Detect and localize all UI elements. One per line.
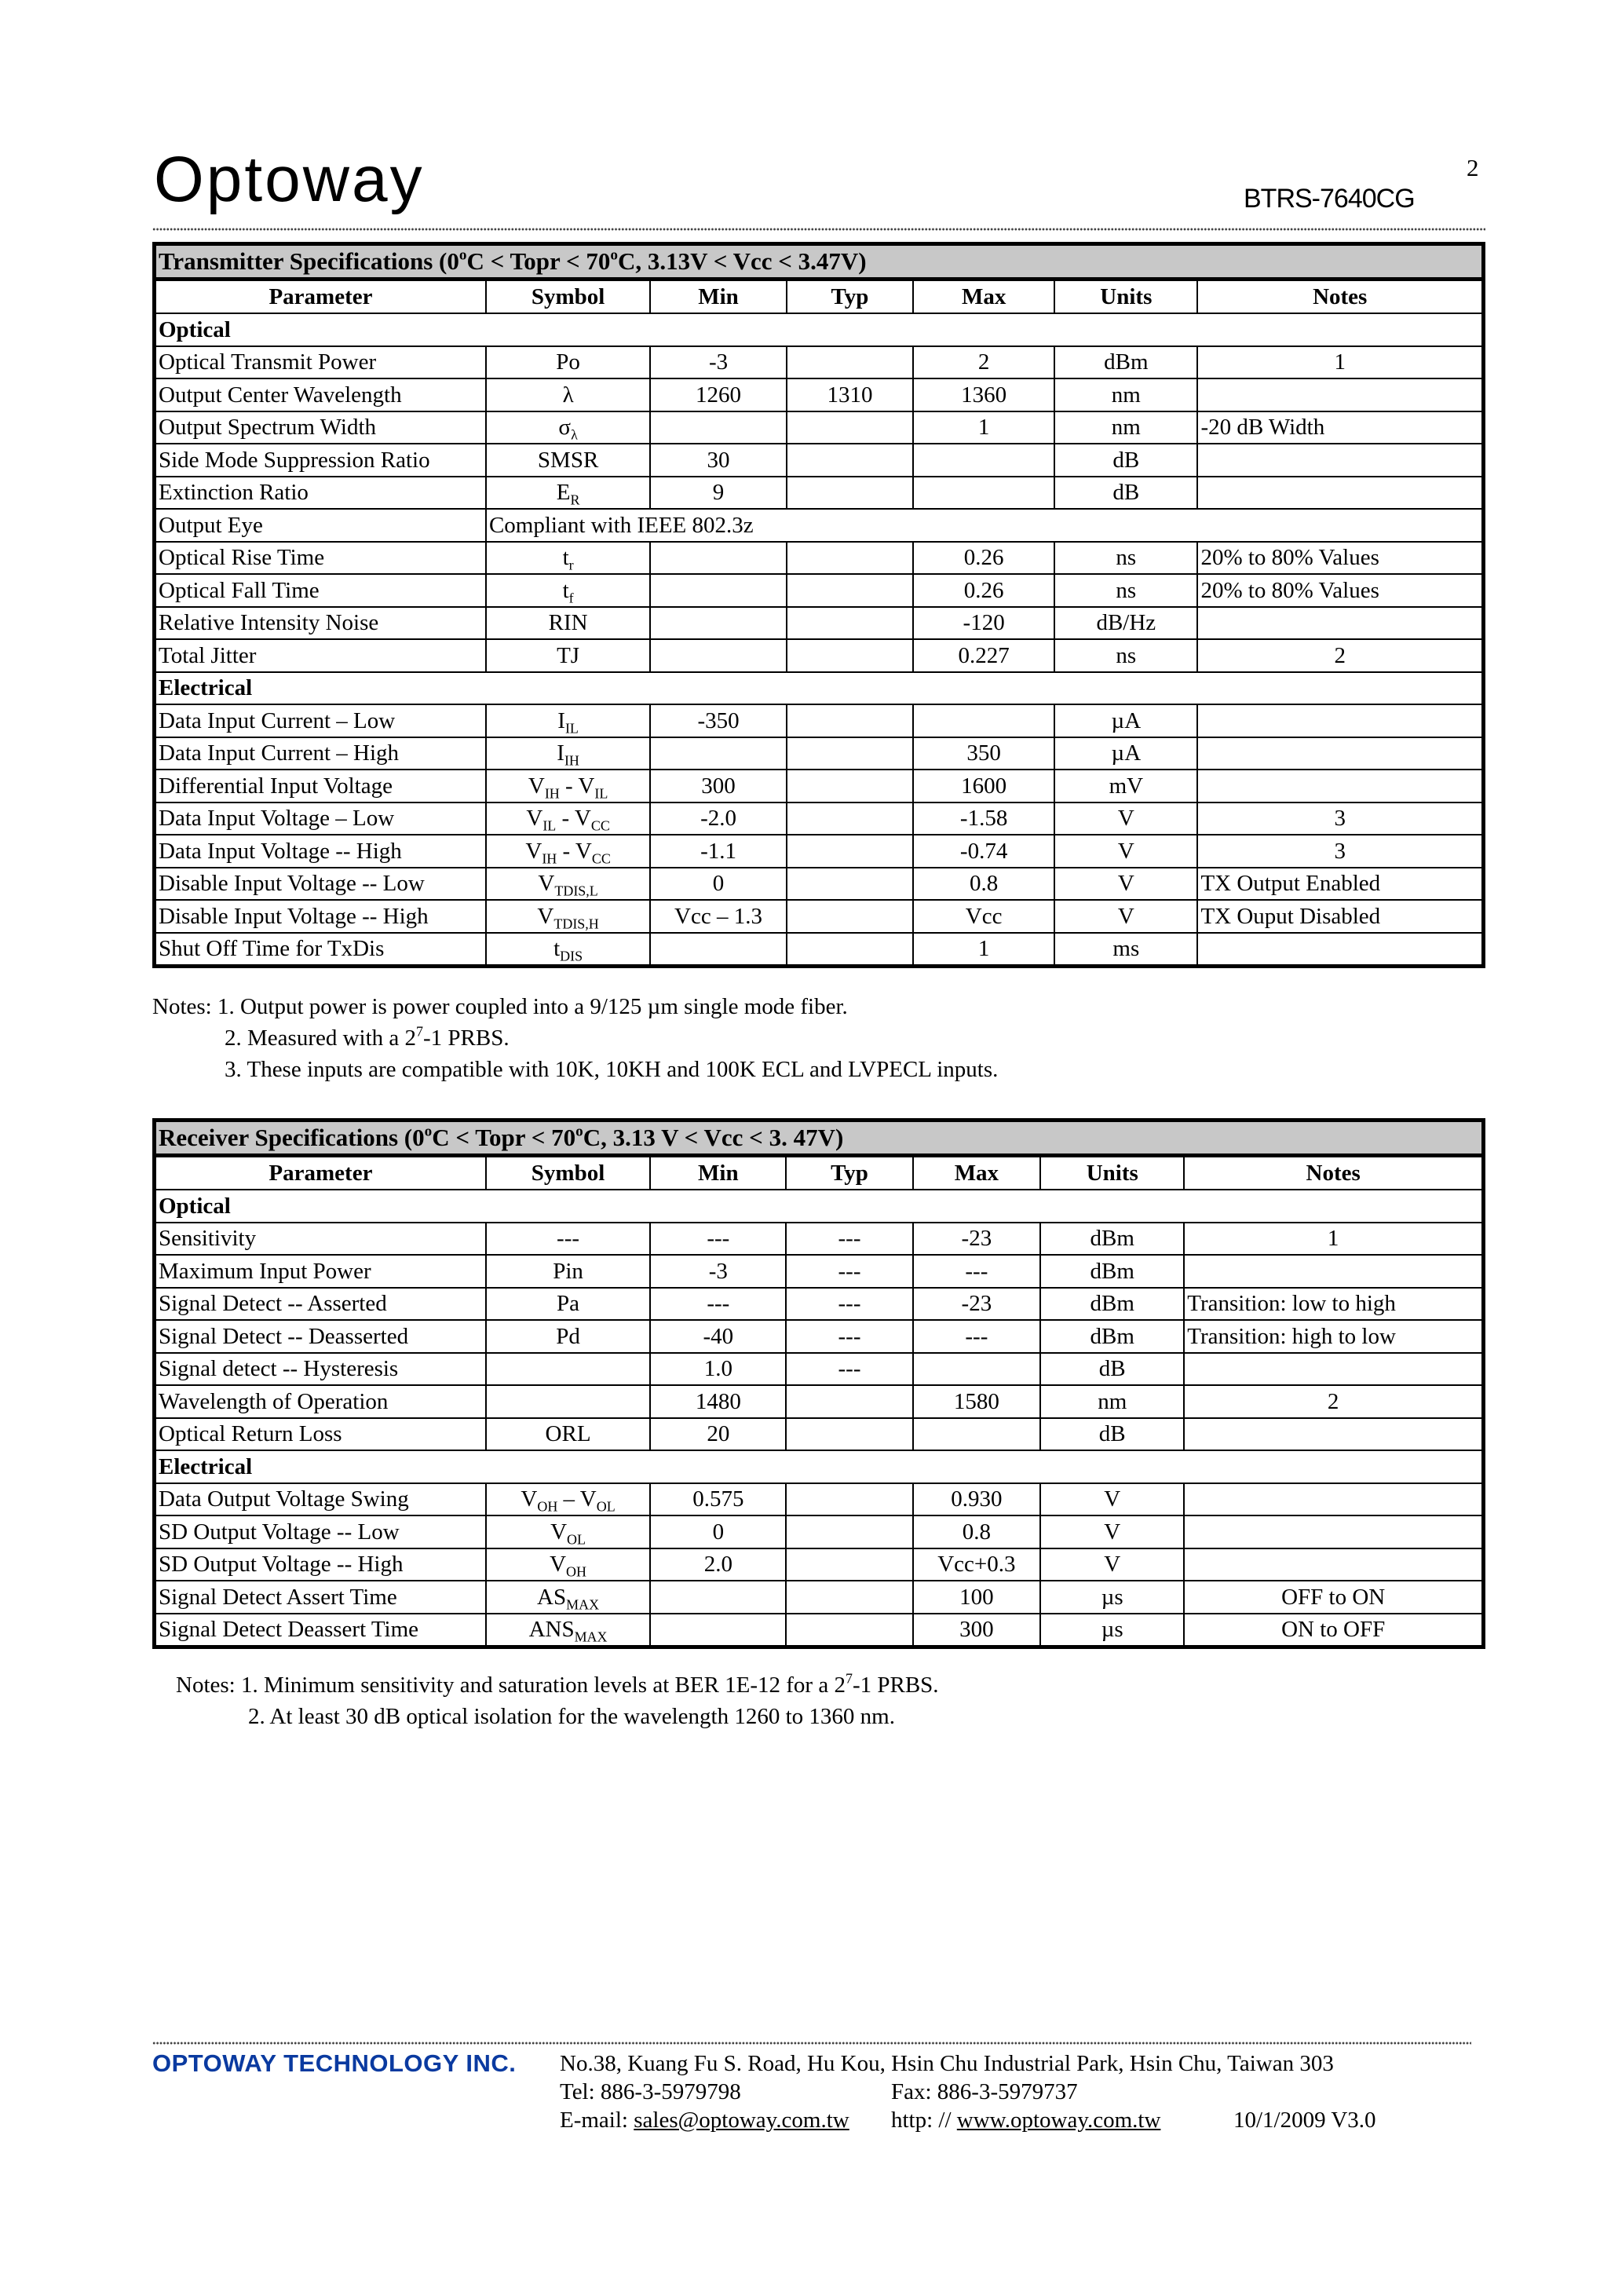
cell-symbol: $ANS_{MAX}$ [486, 1614, 650, 1647]
cell-max: Vcc [913, 900, 1054, 933]
cell-max [913, 477, 1054, 510]
cell-min [650, 933, 787, 967]
cell-units: µA [1054, 704, 1197, 737]
cell-typ [787, 444, 913, 477]
section-row-optical [155, 313, 1484, 346]
cell-units: nm [1054, 411, 1197, 444]
cell-units: V [1054, 900, 1197, 933]
cell-notes [1197, 444, 1483, 477]
cell-symbol [486, 1385, 650, 1418]
table-row [155, 1483, 1484, 1516]
receiver-optical-rows [155, 1223, 1484, 1451]
footer-address: No.38, Kuang Fu S. Road, Hu Kou, Hsin Chu Industrial Park, Hsin Chu, Taiwan 303 [560, 2051, 1334, 2076]
cell-symbol: $t_{DIS}$ [486, 933, 650, 967]
cell-symbol: $V_{OH} - V_{OL}$ [486, 1483, 650, 1516]
table-row [155, 411, 1484, 444]
cell-typ [786, 1548, 912, 1581]
table-row [155, 803, 1484, 835]
cell-symbol: $I_{IH}$ [486, 737, 650, 770]
cell-parameter: Data Input Current – High [155, 737, 486, 770]
cell-units: µA [1054, 737, 1197, 770]
cell-notes: 1 [1197, 346, 1483, 379]
cell-units: V [1040, 1548, 1184, 1581]
table-row [155, 1385, 1484, 1418]
column-header-max: Max [913, 280, 1054, 314]
column-header-min: Min [650, 1156, 786, 1190]
cell-typ [787, 737, 913, 770]
cell-symbol: λ [486, 378, 650, 411]
cell-max: 0.26 [913, 574, 1054, 607]
cell-symbol: $V_{OL}$ [486, 1515, 650, 1548]
cell-parameter: Optical Return Loss [155, 1418, 486, 1451]
section-label-optical: Optical [155, 313, 1484, 346]
cell-min [650, 542, 787, 575]
cell-max: 1360 [913, 378, 1054, 411]
cell-parameter: Output Eye [155, 509, 486, 542]
cell-units: dBm [1040, 1288, 1184, 1321]
cell-max: Vcc+0.3 [913, 1548, 1041, 1581]
table-row [155, 737, 1484, 770]
table-row [155, 477, 1484, 510]
cell-typ [787, 803, 913, 835]
cell-units: dB [1040, 1418, 1184, 1451]
cell-min: Vcc – 1.3 [650, 900, 787, 933]
table-row [155, 509, 1484, 542]
cell-max: 1580 [913, 1385, 1041, 1418]
cell-parameter: Optical Rise Time [155, 542, 486, 575]
cell-max: 300 [913, 1614, 1041, 1647]
cell-symbol: --- [486, 1223, 650, 1256]
cell-units: V [1040, 1515, 1184, 1548]
table-row [155, 835, 1484, 868]
cell-min: 1.0 [650, 1353, 786, 1386]
part-number: BTRS-7640CG [1244, 184, 1415, 214]
transmitter-spec-table [152, 242, 1485, 968]
cell-symbol: $V_{TDIS,L}$ [486, 868, 650, 901]
cell-units: dBm [1040, 1320, 1184, 1353]
cell-notes: 20% to 80% Values [1197, 542, 1483, 575]
cell-min: 0 [650, 868, 787, 901]
cell-max: -1.58 [913, 803, 1054, 835]
cell-parameter: Disable Input Voltage -- Low [155, 868, 486, 901]
cell-typ: --- [786, 1353, 912, 1386]
cell-min: -1.1 [650, 835, 787, 868]
footer-website-link[interactable]: www.optoway.com.tw [956, 2108, 1161, 2133]
cell-units: dBm [1040, 1255, 1184, 1288]
optoway-logo: Optoway [154, 144, 425, 215]
cell-max [913, 444, 1054, 477]
column-header-parameter: Parameter [155, 1156, 486, 1190]
cell-min: --- [650, 1223, 786, 1256]
footer-tel: Tel: 886-3-5979798 [560, 2079, 741, 2104]
cell-notes [1197, 737, 1483, 770]
cell-symbol: Po [486, 346, 650, 379]
cell-notes: TX Ouput Disabled [1197, 900, 1483, 933]
cell-notes: -20 dB Width [1197, 411, 1483, 444]
cell-typ [787, 900, 913, 933]
column-header-min: Min [650, 280, 787, 314]
cell-symbol: $V_{IH} - V_{IL}$ [486, 770, 650, 803]
cell-parameter: Wavelength of Operation [155, 1385, 486, 1418]
cell-min [650, 639, 787, 672]
cell-notes: 3 [1197, 835, 1483, 868]
cell-units: µs [1040, 1614, 1184, 1647]
cell-typ [787, 346, 913, 379]
receiver-title: Receiver Specifications ($0^oC$ < Topr < $70^oC$, 3.13 V < Vcc < 3. 47V) [155, 1121, 1484, 1156]
cell-symbol: $V_{IH} - V_{CC}$ [486, 835, 650, 868]
cell-typ [787, 835, 913, 868]
table-row [155, 346, 1484, 379]
cell-typ: 1310 [787, 378, 913, 411]
cell-symbol: ORL [486, 1418, 650, 1451]
footer-company-name: OPTOWAY TECHNOLOGY INC. [152, 2049, 517, 2077]
footer-fax: Fax: 886-3-5979737 [891, 2079, 1078, 2104]
cell-typ [787, 933, 913, 967]
cell-parameter: SD Output Voltage -- Low [155, 1515, 486, 1548]
cell-units: dB [1054, 444, 1197, 477]
cell-max: 0.8 [913, 868, 1054, 901]
cell-symbol: $E_R$ [486, 477, 650, 510]
column-header-units: Units [1040, 1156, 1184, 1190]
cell-typ [787, 574, 913, 607]
cell-min: 1480 [650, 1385, 786, 1418]
cell-typ: --- [786, 1255, 912, 1288]
cell-units: V [1054, 803, 1197, 835]
cell-parameter: Signal Detect Assert Time [155, 1581, 486, 1614]
cell-min [650, 1581, 786, 1614]
cell-typ [786, 1581, 912, 1614]
cell-notes [1197, 933, 1483, 967]
table-row [155, 574, 1484, 607]
column-header-max: Max [913, 1156, 1041, 1190]
cell-units: dB [1040, 1353, 1184, 1386]
cell-min: --- [650, 1288, 786, 1321]
cell-parameter: Data Input Voltage – Low [155, 803, 486, 835]
cell-parameter: Shut Off Time for TxDis [155, 933, 486, 967]
receiver-title-row [155, 1121, 1484, 1156]
cell-symbol: $\sigma_\lambda$ [486, 411, 650, 444]
cell-min [650, 737, 787, 770]
table-row [155, 444, 1484, 477]
cell-min: 0 [650, 1515, 786, 1548]
cell-parameter: Relative Intensity Noise [155, 607, 486, 640]
cell-units: dB [1054, 477, 1197, 510]
page-number: 2 [1467, 154, 1479, 181]
cell-notes: Transition: high to low [1184, 1320, 1483, 1353]
cell-min: -350 [650, 704, 787, 737]
cell-max: 1 [913, 933, 1054, 967]
table-row [155, 933, 1484, 967]
cell-typ [787, 607, 913, 640]
footer-email-link[interactable]: sales@optoway.com.tw [634, 2108, 849, 2133]
cell-typ [787, 770, 913, 803]
cell-max: 350 [913, 737, 1054, 770]
column-header-notes: Notes [1184, 1156, 1483, 1190]
cell-notes: 3 [1197, 803, 1483, 835]
footer-date-version: 10/1/2009 V3.0 [1233, 2108, 1376, 2133]
cell-symbol: $V_{TDIS,H}$ [486, 900, 650, 933]
cell-symbol: $t_f$ [486, 574, 650, 607]
footer-star-divider [152, 2041, 1471, 2046]
cell-symbol: SMSR [486, 444, 650, 477]
cell-notes [1197, 770, 1483, 803]
cell-parameter: Side Mode Suppression Ratio [155, 444, 486, 477]
cell-parameter: Maximum Input Power [155, 1255, 486, 1288]
column-header-parameter: Parameter [155, 280, 486, 314]
column-header-symbol: Symbol [486, 280, 650, 314]
table-row [155, 1288, 1484, 1321]
cell-max: 2 [913, 346, 1054, 379]
cell-parameter: Output Spectrum Width [155, 411, 486, 444]
receiver-notes [176, 1669, 939, 1732]
cell-notes: Transition: low to high [1184, 1288, 1483, 1321]
table-row [155, 639, 1484, 672]
transmitter-title-row [155, 244, 1484, 280]
cell-units: µs [1040, 1581, 1184, 1614]
transmitter-note-2: 2. Measured with a $2^7-1$ PRBS. [225, 1023, 510, 1051]
transmitter-header-row [155, 280, 1484, 314]
cell-typ [787, 639, 913, 672]
table-row [155, 1548, 1484, 1581]
cell-notes: 20% to 80% Values [1197, 574, 1483, 607]
cell-min: -3 [650, 1255, 786, 1288]
cell-parameter: Extinction Ratio [155, 477, 486, 510]
cell-symbol: $V_{OH}$ [486, 1548, 650, 1581]
table-row [155, 1255, 1484, 1288]
transmitter-note-1: Notes: 1. Output power is power coupled into a 9/125 µm single mode fiber. [152, 994, 848, 1019]
receiver-electrical-rows [155, 1483, 1484, 1647]
table-row [155, 1320, 1484, 1353]
cell-parameter: Data Input Voltage -- High [155, 835, 486, 868]
cell-min [650, 607, 787, 640]
table-row [155, 704, 1484, 737]
cell-typ [787, 411, 913, 444]
receiver-header-row [155, 1156, 1484, 1190]
cell-min: 300 [650, 770, 787, 803]
table-row [155, 1418, 1484, 1451]
footer-email-line [560, 2108, 849, 2133]
cell-parameter: Differential Input Voltage [155, 770, 486, 803]
column-header-units: Units [1054, 280, 1197, 314]
table-row [155, 378, 1484, 411]
cell-max [913, 1418, 1041, 1451]
table-row [155, 1515, 1484, 1548]
transmitter-title: Transmitter Specifications ($0^oC$ < Topr < $70^oC$, 3.13V < Vcc < 3.47V) [155, 244, 1484, 280]
table-row [155, 1353, 1484, 1386]
transmitter-note-3: 3. These inputs are compatible with 10K, 10KH and 100K ECL and LVPECL inputs. [225, 1057, 999, 1082]
cell-max: 100 [913, 1581, 1041, 1614]
cell-units: V [1054, 835, 1197, 868]
section-row-optical [155, 1190, 1484, 1223]
cell-min: 30 [650, 444, 787, 477]
cell-typ [787, 704, 913, 737]
cell-parameter: Signal detect -- Hysteresis [155, 1353, 486, 1386]
cell-max [913, 1353, 1041, 1386]
cell-parameter: Sensitivity [155, 1223, 486, 1256]
table-row [155, 1223, 1484, 1256]
cell-symbol: $V_{IL} - V_{CC}$ [486, 803, 650, 835]
cell-min: -2.0 [650, 803, 787, 835]
cell-parameter: Signal Detect -- Asserted [155, 1288, 486, 1321]
table-row [155, 542, 1484, 575]
cell-notes: OFF to ON [1184, 1581, 1483, 1614]
cell-parameter: Signal Detect Deassert Time [155, 1614, 486, 1647]
cell-parameter: SD Output Voltage -- High [155, 1548, 486, 1581]
cell-min: -3 [650, 346, 787, 379]
cell-parameter: Signal Detect -- Deasserted [155, 1320, 486, 1353]
cell-symbol: $t_r$ [486, 542, 650, 575]
cell-min: 9 [650, 477, 787, 510]
section-row-electrical [155, 1450, 1484, 1483]
cell-typ [787, 542, 913, 575]
cell-max: --- [913, 1320, 1041, 1353]
cell-notes [1184, 1418, 1483, 1451]
cell-max [913, 704, 1054, 737]
cell-units: nm [1040, 1385, 1184, 1418]
receiver-note-2: 2. At least 30 dB optical isolation for the wavelength 1260 to 1360 nm. [248, 1704, 895, 1729]
cell-notes [1197, 477, 1483, 510]
cell-units: dBm [1040, 1223, 1184, 1256]
column-header-typ: Typ [787, 280, 913, 314]
cell-units: ms [1054, 933, 1197, 967]
cell-units: ns [1054, 639, 1197, 672]
section-label-electrical: Electrical [155, 672, 1484, 705]
cell-max: --- [913, 1255, 1041, 1288]
cell-parameter: Disable Input Voltage -- High [155, 900, 486, 933]
cell-units: dB/Hz [1054, 607, 1197, 640]
cell-max: 0.26 [913, 542, 1054, 575]
cell-max: 1600 [913, 770, 1054, 803]
cell-notes [1197, 607, 1483, 640]
cell-units: ns [1054, 574, 1197, 607]
table-row [155, 770, 1484, 803]
cell-notes [1184, 1548, 1483, 1581]
table-row [155, 1614, 1484, 1647]
cell-parameter: Data Output Voltage Swing [155, 1483, 486, 1516]
section-label-electrical: Electrical [155, 1450, 1484, 1483]
cell-min: 2.0 [650, 1548, 786, 1581]
transmitter-notes [152, 991, 998, 1085]
cell-symbol: $AS_{MAX}$ [486, 1581, 650, 1614]
cell-typ: --- [786, 1223, 912, 1256]
section-row-electrical [155, 672, 1484, 705]
cell-max: 0.8 [913, 1515, 1041, 1548]
cell-typ [786, 1418, 912, 1451]
cell-symbol: Pa [486, 1288, 650, 1321]
cell-symbol: $I_{IL}$ [486, 704, 650, 737]
cell-min: 0.575 [650, 1483, 786, 1516]
cell-max: -23 [913, 1288, 1041, 1321]
transmitter-optical-rows [155, 346, 1484, 672]
cell-max: -0.74 [913, 835, 1054, 868]
cell-max: -23 [913, 1223, 1041, 1256]
table-row [155, 1581, 1484, 1614]
cell-typ [787, 868, 913, 901]
cell-max: -120 [913, 607, 1054, 640]
footer-web-line [891, 2108, 1160, 2133]
table-row [155, 868, 1484, 901]
cell-symbol: Pin [486, 1255, 650, 1288]
cell-typ [786, 1385, 912, 1418]
cell-units: dBm [1054, 346, 1197, 379]
cell-notes [1197, 378, 1483, 411]
cell-symbol: RIN [486, 607, 650, 640]
cell-typ: --- [786, 1320, 912, 1353]
cell-notes [1184, 1515, 1483, 1548]
cell-units: V [1054, 868, 1197, 901]
cell-units: V [1040, 1483, 1184, 1516]
cell-typ [786, 1483, 912, 1516]
section-label-optical: Optical [155, 1190, 1484, 1223]
cell-min: 1260 [650, 378, 787, 411]
cell-notes [1184, 1255, 1483, 1288]
cell-units: nm [1054, 378, 1197, 411]
cell-notes [1197, 704, 1483, 737]
cell-symbol: TJ [486, 639, 650, 672]
cell-min [650, 411, 787, 444]
cell-typ [787, 477, 913, 510]
cell-typ: --- [786, 1288, 912, 1321]
cell-notes: TX Output Enabled [1197, 868, 1483, 901]
cell-notes: 2 [1197, 639, 1483, 672]
cell-units: mV [1054, 770, 1197, 803]
cell-notes [1184, 1353, 1483, 1386]
cell-units: ns [1054, 542, 1197, 575]
cell-notes [1184, 1483, 1483, 1516]
cell-merged-value: Compliant with IEEE 802.3z [486, 509, 1484, 542]
cell-min: -40 [650, 1320, 786, 1353]
transmitter-electrical-rows [155, 704, 1484, 967]
cell-notes: 2 [1184, 1385, 1483, 1418]
cell-symbol [486, 1353, 650, 1386]
cell-min [650, 574, 787, 607]
cell-parameter: Data Input Current – Low [155, 704, 486, 737]
table-row [155, 607, 1484, 640]
cell-max: 0.227 [913, 639, 1054, 672]
cell-max: 0.930 [913, 1483, 1041, 1516]
footer-http-label: http: // [891, 2108, 957, 2133]
cell-parameter: Total Jitter [155, 639, 486, 672]
cell-parameter: Optical Transmit Power [155, 346, 486, 379]
table-row [155, 900, 1484, 933]
receiver-spec-table [152, 1118, 1485, 1649]
cell-symbol: Pd [486, 1320, 650, 1353]
cell-max: 1 [913, 411, 1054, 444]
cell-notes: ON to OFF [1184, 1614, 1483, 1647]
receiver-note-1: Notes: 1. Minimum sensitivity and saturation levels at BER 1E-12 for a $2^7-1$ PRBS. [176, 1670, 939, 1698]
footer-email-label: E-mail: [560, 2108, 634, 2133]
cell-parameter: Optical Fall Time [155, 574, 486, 607]
cell-min [650, 1614, 786, 1647]
column-header-notes: Notes [1197, 280, 1483, 314]
column-header-symbol: Symbol [486, 1156, 650, 1190]
cell-typ [786, 1614, 912, 1647]
cell-parameter: Output Center Wavelength [155, 378, 486, 411]
header-star-divider [152, 227, 1485, 232]
cell-min: 20 [650, 1418, 786, 1451]
cell-notes: 1 [1184, 1223, 1483, 1256]
cell-typ [786, 1515, 912, 1548]
column-header-typ: Typ [786, 1156, 912, 1190]
